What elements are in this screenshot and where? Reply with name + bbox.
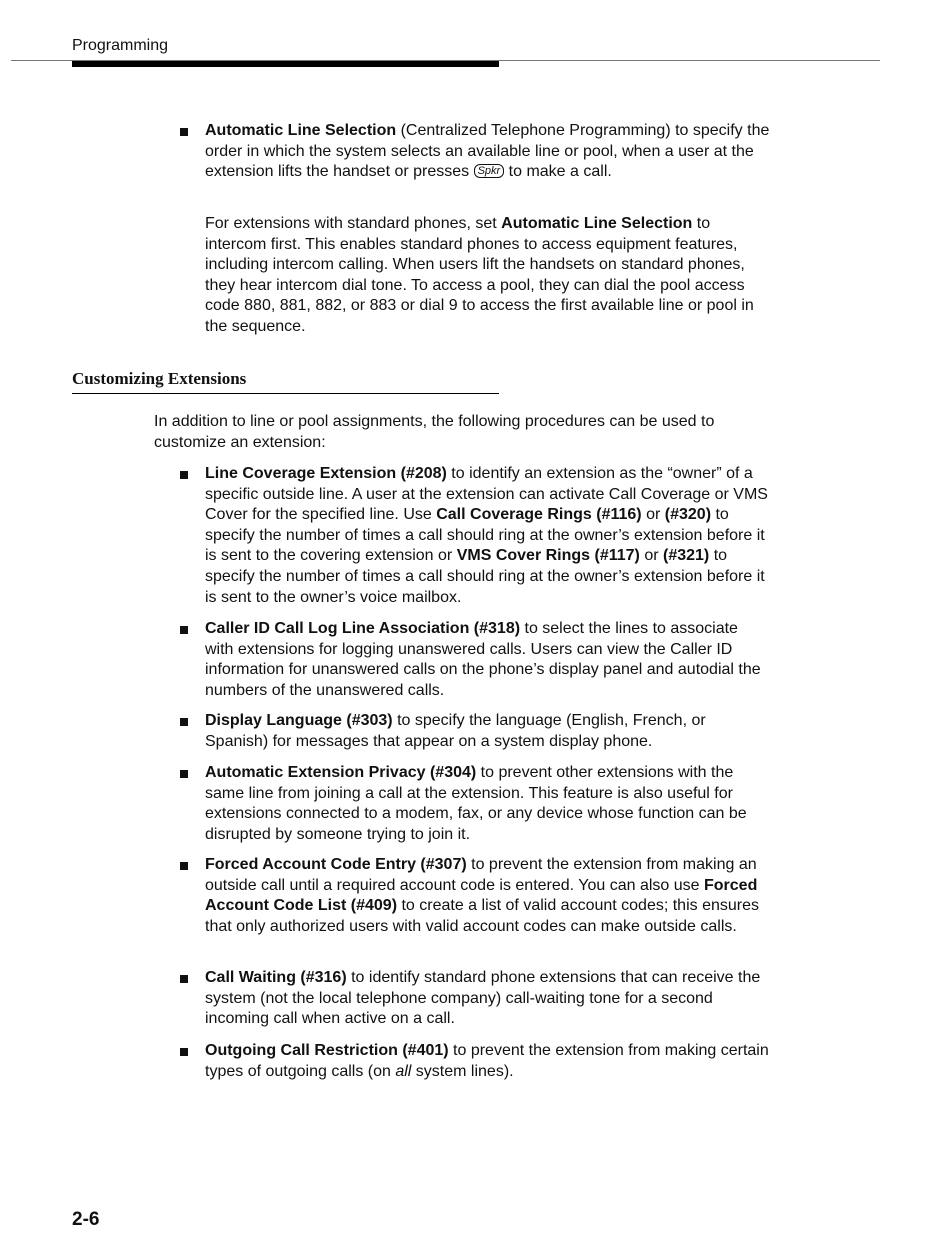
para-text: For extensions with standard phones, set — [205, 215, 502, 232]
section-intro: In addition to line or pool assignments, the following procedures can be used to customize an extension: — [154, 413, 715, 451]
bullet-marker — [180, 1048, 188, 1056]
bullet-marker — [180, 471, 188, 479]
item-text: (Centralized Telephone Programming) to specify the order in which the system selects an available line or pool, when a user at the extension lifts the handset or presses — [205, 122, 770, 181]
item-text: or — [639, 547, 663, 565]
item-text: to prevent other extensions with the same line from joining a call at the extension. This feature is also useful for extensions connected to a modem, fax, or any device whose function can be disrupted by someone trying to join it. — [205, 764, 747, 843]
emphasis: all — [395, 1062, 412, 1080]
term: Automatic Extension Privacy (#304) — [205, 764, 477, 781]
term: Line Coverage Extension (#208) — [205, 465, 447, 482]
list-item-forced-account-code — [205, 855, 770, 937]
item-text: to prevent the extension from making certain types of outgoing calls (on — [205, 1042, 769, 1080]
item-text: to identify an extension as the “owner” of a specific outside line. A user at the extension can activate Call Coverage or VMS Cover for the specified line. Use — [205, 465, 768, 524]
spkr-key-icon: Spkr — [474, 164, 505, 178]
term: (#321) — [663, 547, 710, 565]
list-item-caller-id — [205, 619, 770, 701]
term: Display Language (#303) — [205, 712, 393, 729]
item-text: to make a call. — [504, 163, 612, 181]
term: VMS Cover Rings (#117) — [456, 547, 640, 565]
term: Forced Account Code List (#409) — [205, 876, 758, 915]
item-text: or — [641, 506, 665, 524]
header-bar — [72, 61, 499, 67]
running-head: Programming — [72, 37, 169, 54]
bullet-marker — [180, 718, 188, 726]
item-text: to select the lines to associate with extensions for logging unanswered calls. Users can view the Caller ID information for unanswered calls on the phone’s display panel and autodial the numbers of the unanswered calls. — [205, 620, 761, 699]
list-item-automatic-line-selection — [205, 121, 770, 183]
bullet-marker — [180, 975, 188, 983]
term: Call Coverage Rings (#116) — [436, 506, 642, 524]
section-heading: Customizing Extensions — [72, 368, 499, 394]
term: Automatic Line Selection — [205, 122, 397, 139]
list-item-display-language — [205, 711, 770, 752]
list-item-extension-privacy — [205, 763, 770, 845]
paragraph-standard-phones — [205, 214, 770, 338]
list-item-outgoing-restriction — [205, 1041, 770, 1082]
item-text: to create a list of valid account codes; this ensures that only authorized users with valid account codes can make outside calls. — [205, 897, 759, 935]
bullet-marker — [180, 862, 188, 870]
term: Call Waiting (#316) — [205, 969, 347, 986]
bullet-marker — [180, 626, 188, 634]
term: Automatic Line Selection — [501, 215, 693, 232]
list-item-call-waiting — [205, 968, 770, 1030]
term: Caller ID Call Log Line Association (#318) — [205, 620, 521, 637]
item-text: to specify the language (English, French, or Spanish) for messages that appear on a system display phone. — [205, 712, 706, 750]
list-item-line-coverage — [205, 464, 770, 608]
item-text: to specify the number of times a call should ring at the owner’s extension before it is sent to the owner’s voice mailbox. — [205, 547, 765, 606]
para-text: to intercom first. This enables standard phones to access equipment features, including intercom calling. When users lift the handsets on standard phones, they hear intercom dial tone. To access a pool, they can dial the pool access code 880, 881, 882, or 883 or dial 9 to access the first available line or pool in the sequence. — [205, 215, 754, 335]
bullet-marker — [180, 128, 188, 136]
item-text: to identify standard phone extensions that can receive the system (not the local telephone company) call-waiting tone for a second incoming call when active on a call. — [205, 969, 761, 1028]
term: Forced Account Code Entry (#307) — [205, 856, 467, 873]
item-text: to specify the number of times a call should ring at the owner’s extension before it is sent to the covering extension or — [205, 506, 765, 565]
bullet-marker — [180, 770, 188, 778]
term: (#320) — [664, 506, 712, 524]
term: Outgoing Call Restriction (#401) — [205, 1042, 449, 1059]
item-text: to prevent the extension from making an outside call until a required account code is entered. You can also use — [205, 856, 757, 894]
item-text: system lines). — [411, 1062, 514, 1080]
page-number: 2-6 — [72, 1209, 100, 1230]
